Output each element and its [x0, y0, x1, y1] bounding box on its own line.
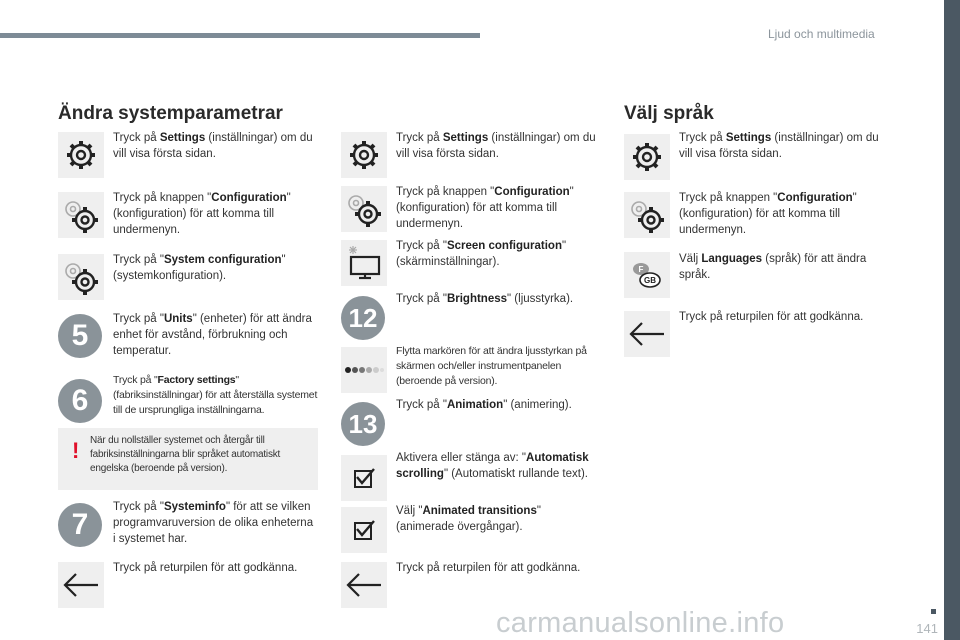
step-return-text: Tryck på returpilen för att godkänna. — [396, 562, 581, 574]
return-arrow-icon[interactable] — [341, 562, 387, 608]
step-languages-text: Välj Languages (språk) för att ändra språk. — [679, 253, 867, 281]
step-settings-text: Tryck på Settings (inställningar) om du vill visa första sidan. — [113, 132, 313, 160]
step-number-12: 12 — [341, 296, 385, 340]
step-units-text: Tryck på "Units" (enheter) för att ändra enhet för avstånd, förbrukning och temperatur. — [113, 313, 312, 357]
return-arrow-icon[interactable] — [58, 562, 104, 608]
warning-icon: ! — [72, 438, 80, 463]
step-settings-text: Tryck på Settings (inställningar) om du vill visa första sidan. — [679, 132, 879, 160]
watermark: carmanualsonline.info — [496, 607, 785, 639]
section-title-system-params: Ändra systemparametrar — [58, 103, 283, 124]
step-configuration-text: Tryck på knappen "Configuration" (konfiguration) för att komma till undermenyn. — [679, 192, 857, 236]
step-number-7: 7 — [58, 503, 102, 547]
page-end-marker — [931, 609, 936, 614]
section-title-language: Välj språk — [624, 103, 714, 124]
step-return-text: Tryck på returpilen för att godkänna. — [679, 311, 864, 323]
step-animated-transitions-text: Välj "Animated transitions" (animerade övergångar). — [396, 505, 541, 533]
step-return-text: Tryck på returpilen för att godkänna. — [113, 562, 298, 574]
step-auto-scrolling-text: Aktivera eller stänga av: "Automatisk scrolling" (Automatiskt rullande text). — [396, 452, 589, 480]
screen-configuration-icon[interactable] — [341, 240, 387, 286]
settings-gear-icon[interactable] — [624, 134, 670, 180]
page-number: 141 — [916, 621, 938, 636]
step-animation-text: Tryck på "Animation" (animering). — [396, 399, 572, 411]
step-settings-text: Tryck på Settings (inställningar) om du vill visa första sidan. — [396, 132, 596, 160]
step-slider-text: Flytta markören för att ändra ljusstyrkan på skärmen och/eller instrumentpanelen (beroende på version). — [396, 345, 587, 387]
configuration-gears-icon[interactable] — [624, 192, 670, 238]
checkbox-icon[interactable] — [341, 455, 387, 501]
step-screen-configuration-text: Tryck på "Screen configuration" (skärminställningar). — [396, 240, 567, 268]
settings-gear-icon[interactable] — [341, 132, 387, 178]
language-badge-f: F — [638, 265, 644, 274]
step-systeminfo-text: Tryck på "Systeminfo" för att se vilken programvaruversion de olika enheterna i systemet har. — [113, 501, 314, 545]
step-number-5: 5 — [58, 314, 102, 358]
checkbox-icon[interactable] — [341, 507, 387, 553]
step-configuration-text: Tryck på knappen "Configuration" (konfiguration) för att komma till undermenyn. — [396, 186, 574, 230]
step-number-13: 13 — [341, 402, 385, 446]
step-configuration-text: Tryck på knappen "Configuration" (konfiguration) för att komma till undermenyn. — [113, 192, 291, 236]
section-header: Ljud och multimedia — [768, 27, 875, 41]
warning-box — [58, 428, 318, 490]
settings-gear-icon[interactable] — [58, 132, 104, 178]
step-brightness-text: Tryck på "Brightness" (ljusstyrka). — [396, 293, 574, 305]
header-bar — [0, 33, 480, 38]
step-number-6: 6 — [58, 379, 102, 423]
return-arrow-icon[interactable] — [624, 311, 670, 357]
brightness-slider-icon[interactable] — [341, 347, 387, 393]
languages-icon[interactable] — [624, 252, 670, 298]
side-margin-bar — [944, 0, 960, 640]
configuration-gears-icon[interactable] — [58, 192, 104, 238]
configuration-gears-icon[interactable] — [341, 186, 387, 232]
step-factory-settings-text: Tryck på "Factory settings" (fabriksinställningar) för att återställa systemet till de ursprungliga inställningarna. — [113, 374, 318, 416]
language-badge-gb: GB — [644, 276, 656, 285]
step-system-configuration-text: Tryck på "System configuration" (systemkonfiguration). — [113, 254, 286, 282]
system-configuration-gears-icon[interactable] — [58, 254, 104, 300]
warning-text: När du nollställer systemet och återgår till fabriksinställningarna blir språket automatiskt engelska (beroende på version). — [90, 435, 281, 474]
